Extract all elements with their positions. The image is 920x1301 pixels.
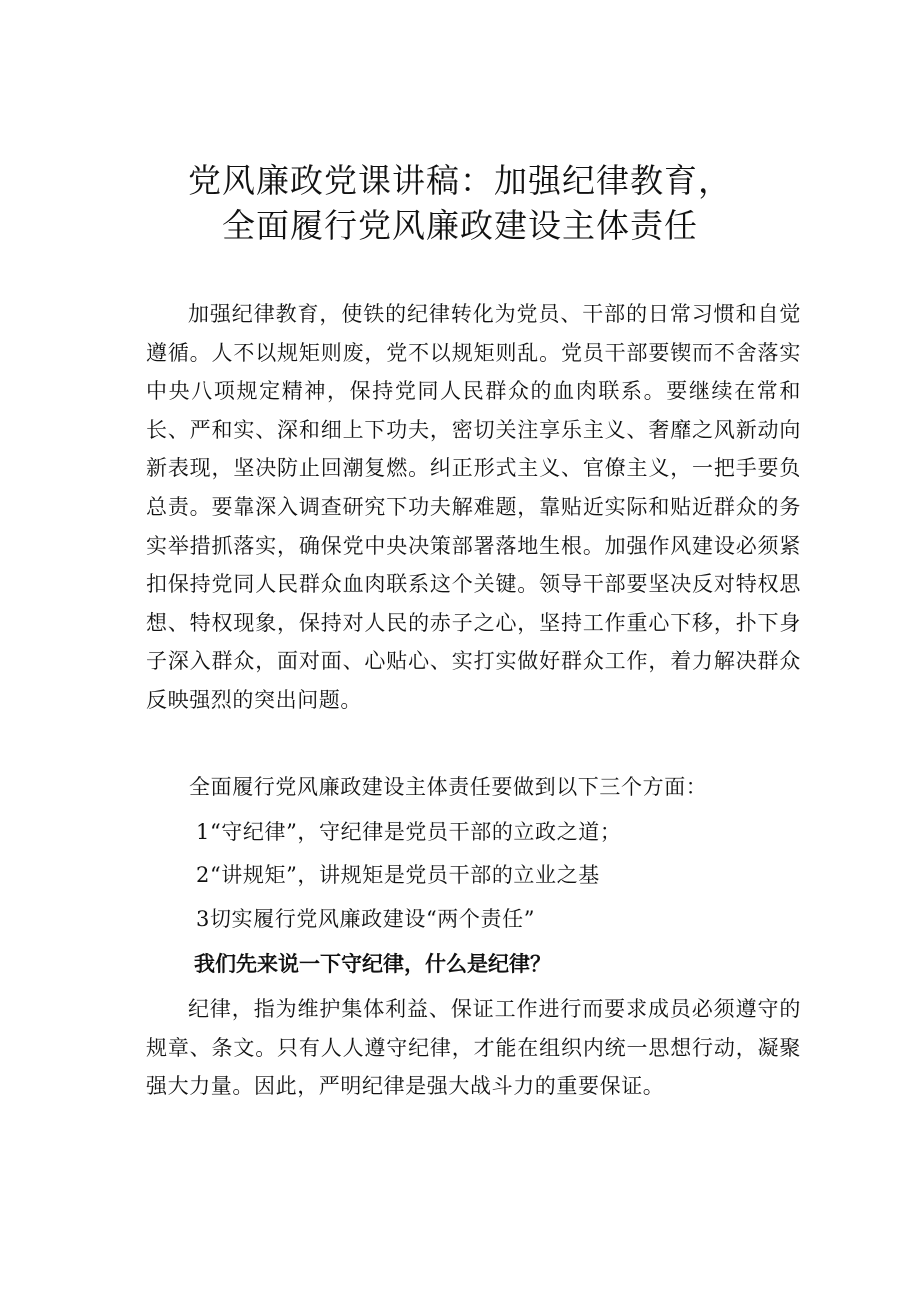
document-title-line-1: 党风廉政党课讲稿：加强纪律教育， (188, 161, 732, 200)
list-item: 2“讲规矩”，讲规矩是党员干部的立业之基 (196, 863, 600, 887)
body-paragraph-1: 加强纪律教育，使铁的纪律转化为党员、干部的日常习惯和自觉遵循。人不以规矩则废，党不以规矩则乱。党员干部要锲而不舍落实中央八项规定精神，保持党同人民群众的血肉联系。要继续在常和长、严和实、深和细上下功夫，密切关注享乐主义、奢靡之风新动向新表现，坚决防止回潮复燃。纠正形式主义、官僚主义，一把手要负总责。要靠深入调查研究下功夫解难题，靠贴近实际和贴近群众的务实举措抓落实，确保党中央决策部署落地生根。加强作风建设必须紧扣保持党同人民群众血肉联系这个关键。领导干部要坚决反对特权思想、特权现象，保持对人民的赤子之心，坚持工作重心下移，扑下身子深入群众，面对面、心贴心、实打实做好群众工作，着力解决群众反映强烈的突出问题。 (146, 302, 801, 712)
intro-line: 全面履行党风廉政建设主体责任要做到以下三个方面： (189, 775, 708, 799)
section-heading: 我们先来说一下守纪律，什么是纪律？ (194, 952, 551, 976)
list-item: 1“守纪律”，守纪律是党员干部的立政之道； (196, 820, 622, 844)
body-paragraph-2: 纪律，指为维护集体利益、保证工作进行而要求成员必须遵守的规章、条文。只有人人遵守纪律，才能在组织内统一思想行动，凝聚强大力量。因此，严明纪律是强大战斗力的重要保证。 (146, 997, 801, 1099)
list-item: 3切实履行党风廉政建设“两个责任” (196, 907, 536, 931)
document-title-line-2: 全面履行党风廉政建设主体责任 (222, 206, 698, 245)
